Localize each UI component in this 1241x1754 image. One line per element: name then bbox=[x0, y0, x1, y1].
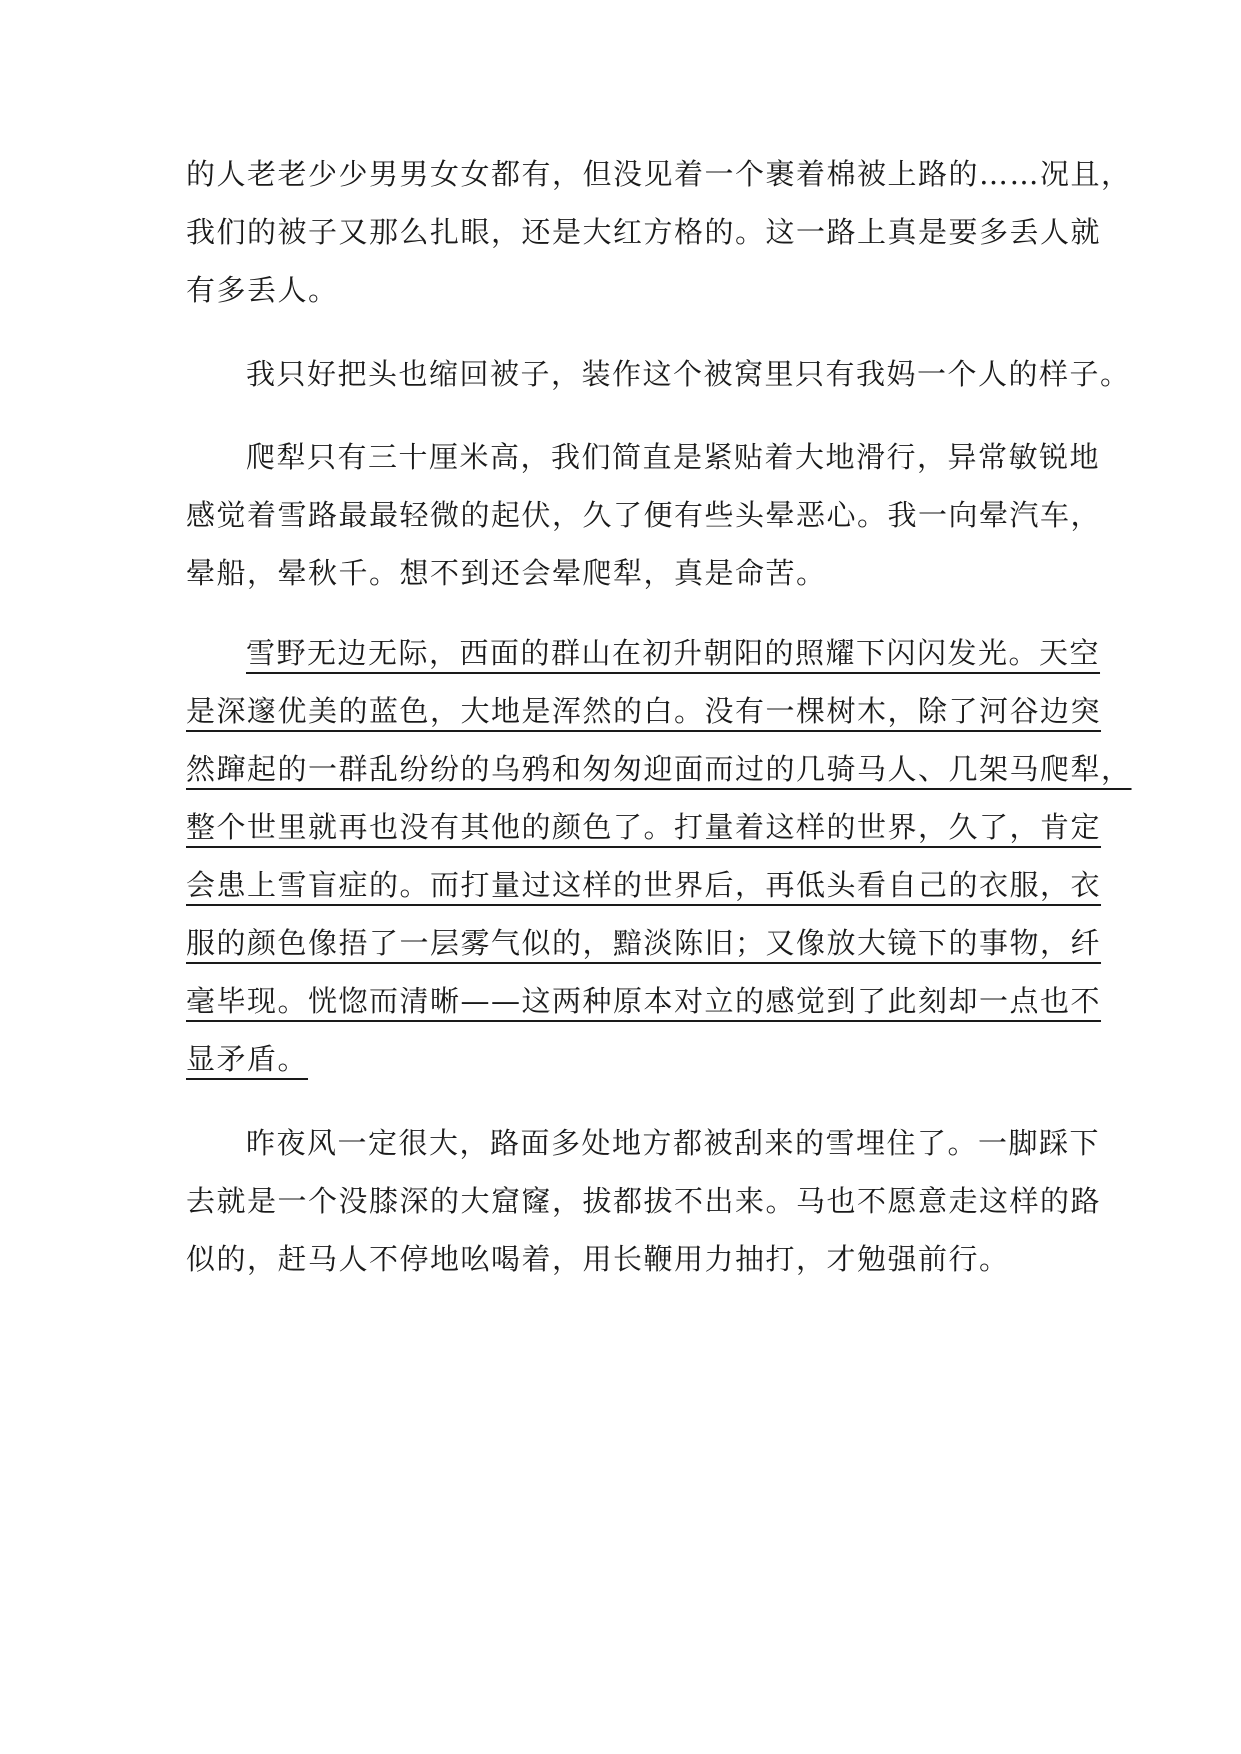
paragraph-1-line-3: 有多丢人。 bbox=[186, 273, 339, 307]
paragraph-4-line-2: 是深邃优美的蓝色，大地是浑然的白。没有一棵树木，除了河谷边突 bbox=[186, 694, 1102, 728]
paragraph-1-line-2: 我们的被子又那么扎眼，还是大红方格的。这一路上真是要多丢人就 bbox=[186, 215, 1102, 249]
paragraph-4-line-6: 服的颜色像捂了一层雾气似的，黯淡陈旧；又像放大镜下的事物，纤 bbox=[186, 926, 1102, 960]
paragraph-5-line-2: 去就是一个没膝深的大窟窿，拔都拔不出来。马也不愿意走这样的路 bbox=[186, 1184, 1102, 1218]
paragraph-4-line-8: 显矛盾。 bbox=[186, 1042, 309, 1076]
paragraph-4-line-1: 雪野无边无际，西面的群山在初升朝阳的照耀下闪闪发光。天空 bbox=[246, 636, 1101, 670]
paragraph-4-line-4: 整个世里就再也没有其他的颜色了。打量着这样的世界，久了，肯定 bbox=[186, 810, 1102, 844]
paragraph-4-line-7: 毫毕现。恍惚而清晰——这两种原本对立的感觉到了此刻却一点也不 bbox=[186, 984, 1102, 1018]
paragraph-4-line-3: 然蹿起的一群乱纷纷的乌鸦和匆匆迎面而过的几骑马人、几架马爬犁， bbox=[186, 752, 1132, 786]
paragraph-5-line-1: 昨夜风一定很大，路面多处地方都被刮来的雪埋住了。一脚踩下 bbox=[246, 1126, 1101, 1160]
paragraph-3-line-2: 感觉着雪路最最轻微的起伏，久了便有些头晕恶心。我一向晕汽车， bbox=[186, 498, 1102, 532]
paragraph-3-line-3: 晕船，晕秋千。想不到还会晕爬犁，真是命苦。 bbox=[186, 556, 827, 590]
paragraph-2-line-1: 我只好把头也缩回被子，装作这个被窝里只有我妈一个人的样子。 bbox=[246, 357, 1131, 391]
paragraph-5-line-3: 似的，赶马人不停地吆喝着，用长鞭用力抽打，才勉强前行。 bbox=[186, 1242, 1010, 1276]
paragraph-1-line-1: 的人老老少少男男女女都有，但没见着一个裹着棉被上路的……况且， bbox=[186, 157, 1132, 191]
paragraph-4-line-5: 会患上雪盲症的。而打量过这样的世界后，再低头看自己的衣服，衣 bbox=[186, 868, 1102, 902]
paragraph-3-line-1: 爬犁只有三十厘米高，我们简直是紧贴着大地滑行，异常敏锐地 bbox=[246, 440, 1101, 474]
